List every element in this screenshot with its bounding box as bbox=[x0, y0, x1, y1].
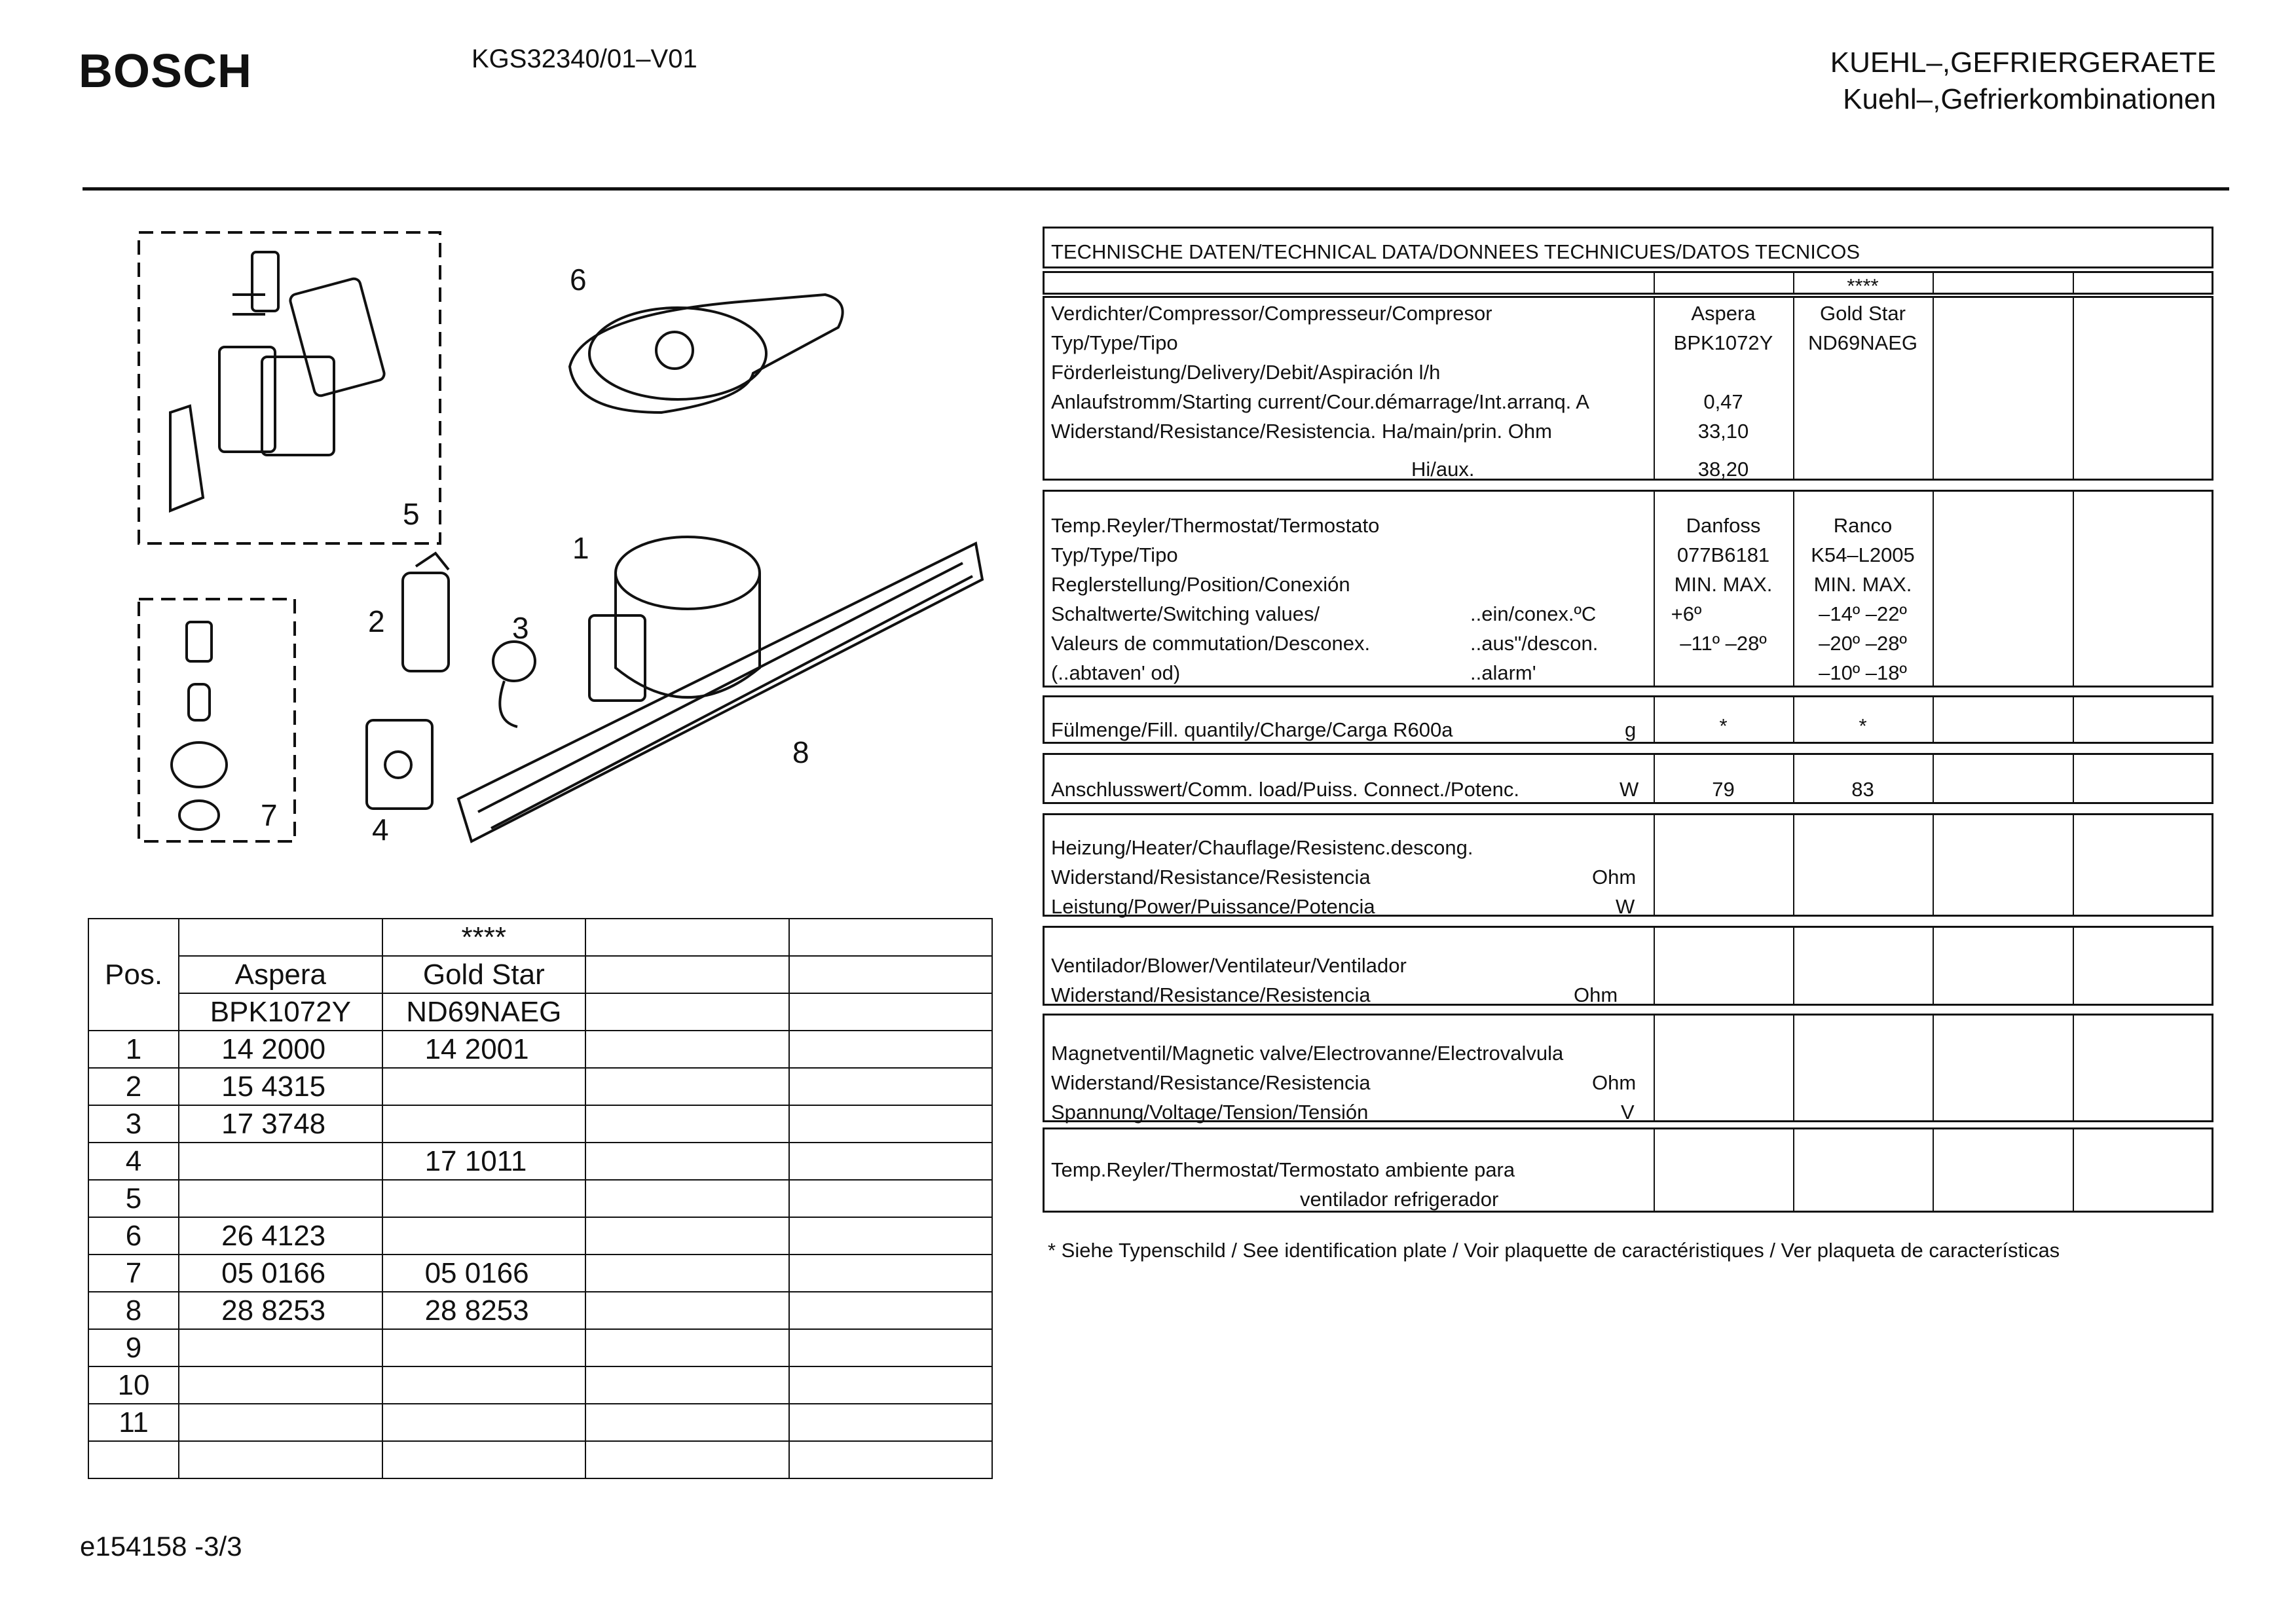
brand-logo: BOSCH bbox=[79, 45, 253, 98]
table-row: 8 28 8253 28 8253 bbox=[88, 1292, 992, 1329]
category-line-2: Kuehl–,Gefrierkombinationen bbox=[1843, 83, 2216, 115]
tech-stars: **** bbox=[1847, 274, 1879, 297]
col1-name: Aspera bbox=[179, 956, 382, 993]
tech-title-box bbox=[1043, 227, 2213, 268]
table-row: 11 bbox=[88, 1404, 992, 1441]
callout-5: 5 bbox=[403, 497, 420, 531]
table-row: 3 17 3748 bbox=[88, 1105, 992, 1143]
table-row: 7 05 0166 05 0166 bbox=[88, 1255, 992, 1292]
magnetic-valve-block: Magnetventil/Magnetic valve/Electrovanne/Electrovalvula Widerstand/Resistance/Resistencia Ohm Spannung/Voltage/Tension/Tensión V bbox=[1043, 1014, 2213, 1122]
compressor-block: Verdichter/Compressor/Compresseur/Compresor Typ/Type/Tipo Förderleistung/Delivery/Debit/Aspiración l/h Anlaufstromm/Starting current/Cour.démarrage/Int.arranq. A Widerstand/Resistance/Resistencia. Ha/main/prin. Ohm Hi/aux. Aspera BPK1072Y 0,47 33,10 38,20 Gold Star ND69NAEG bbox=[1043, 296, 2213, 481]
col1-type: BPK1072Y bbox=[179, 993, 382, 1031]
stars-cell: **** bbox=[382, 919, 585, 956]
callout-8: 8 bbox=[792, 735, 809, 769]
table-row: 6 26 4123 bbox=[88, 1217, 992, 1255]
model-number: KGS32340/01–V01 bbox=[472, 45, 697, 73]
callout-7: 7 bbox=[261, 798, 278, 832]
col2-name: Gold Star bbox=[382, 956, 585, 993]
identification-note: * Siehe Typenschild / See identification plate / Voir plaquette de caractéristiques / Ver plaqueta de características bbox=[1048, 1239, 2060, 1262]
pos-header: Pos. bbox=[88, 919, 179, 1031]
parts-header-row-2 bbox=[88, 956, 992, 993]
table-row: 9 bbox=[88, 1329, 992, 1366]
group-5-frame bbox=[139, 232, 440, 543]
table-row: 2 15 4315 bbox=[88, 1068, 992, 1105]
connected-load-block: Anschlusswert/Comm. load/Puiss. Connect./Potenc. W 79 83 bbox=[1043, 753, 2213, 804]
ambient-thermostat-block: Temp.Reyler/Thermostat/Termostato ambiente para ventilador refrigerador bbox=[1043, 1127, 2213, 1213]
parts-table bbox=[88, 918, 993, 1479]
parts-header-row-3 bbox=[88, 993, 992, 1031]
document-code: e154158 -3/3 bbox=[80, 1531, 242, 1562]
callout-2: 2 bbox=[368, 604, 385, 638]
tech-title: TECHNISCHE DATEN/TECHNICAL DATA/DONNEES TECHNICUES/DATOS TECNICOS bbox=[1051, 240, 1860, 263]
fill-quantity-block: Fülmenge/Fill. quantily/Charge/Carga R600a g * * bbox=[1043, 695, 2213, 744]
blower-block: Ventilador/Blower/Ventilateur/Ventilador Widerstand/Resistance/Resistencia Ohm bbox=[1043, 926, 2213, 1006]
callout-4: 4 bbox=[372, 813, 389, 847]
parts-header-row-1 bbox=[88, 919, 992, 956]
parts-diagram bbox=[124, 223, 1009, 877]
heater-block: Heizung/Heater/Chauflage/Resistenc.descong. Widerstand/Resistance/Resistencia Ohm Leistung/Power/Puissance/Potencia W bbox=[1043, 813, 2213, 917]
table-row bbox=[88, 1441, 992, 1478]
table-row: 10 bbox=[88, 1366, 992, 1404]
callout-3: 3 bbox=[512, 611, 529, 645]
tech-stars-row bbox=[1043, 271, 2213, 295]
category-title bbox=[1830, 45, 2216, 118]
table-row: 1 14 2000 14 2001 bbox=[88, 1031, 992, 1068]
table-row: 4 17 1011 bbox=[88, 1143, 992, 1180]
col2-type: ND69NAEG bbox=[382, 993, 585, 1031]
category-line-1: KUEHL–,GEFRIERGERAETE bbox=[1830, 46, 2216, 79]
table-row: 5 bbox=[88, 1180, 992, 1217]
header-divider bbox=[83, 187, 2229, 191]
thermostat-block: Temp.Reyler/Thermostat/Termostato Typ/Type/Tipo Reglerstellung/Position/Conexión Schaltwerte/Switching values/ ..ein/conex.ºC Valeurs de commutation/Desconex. ..aus"/descon. (..abtaven' od) ..alarm' Danfoss 077B6181 MIN. MAX. +6º –11º –28º Ranco K54–L2005 MIN. MAX. –14º –22º –20º –28º –10º –18º bbox=[1043, 490, 2213, 687]
callout-1: 1 bbox=[572, 531, 589, 565]
callout-6: 6 bbox=[570, 263, 587, 297]
